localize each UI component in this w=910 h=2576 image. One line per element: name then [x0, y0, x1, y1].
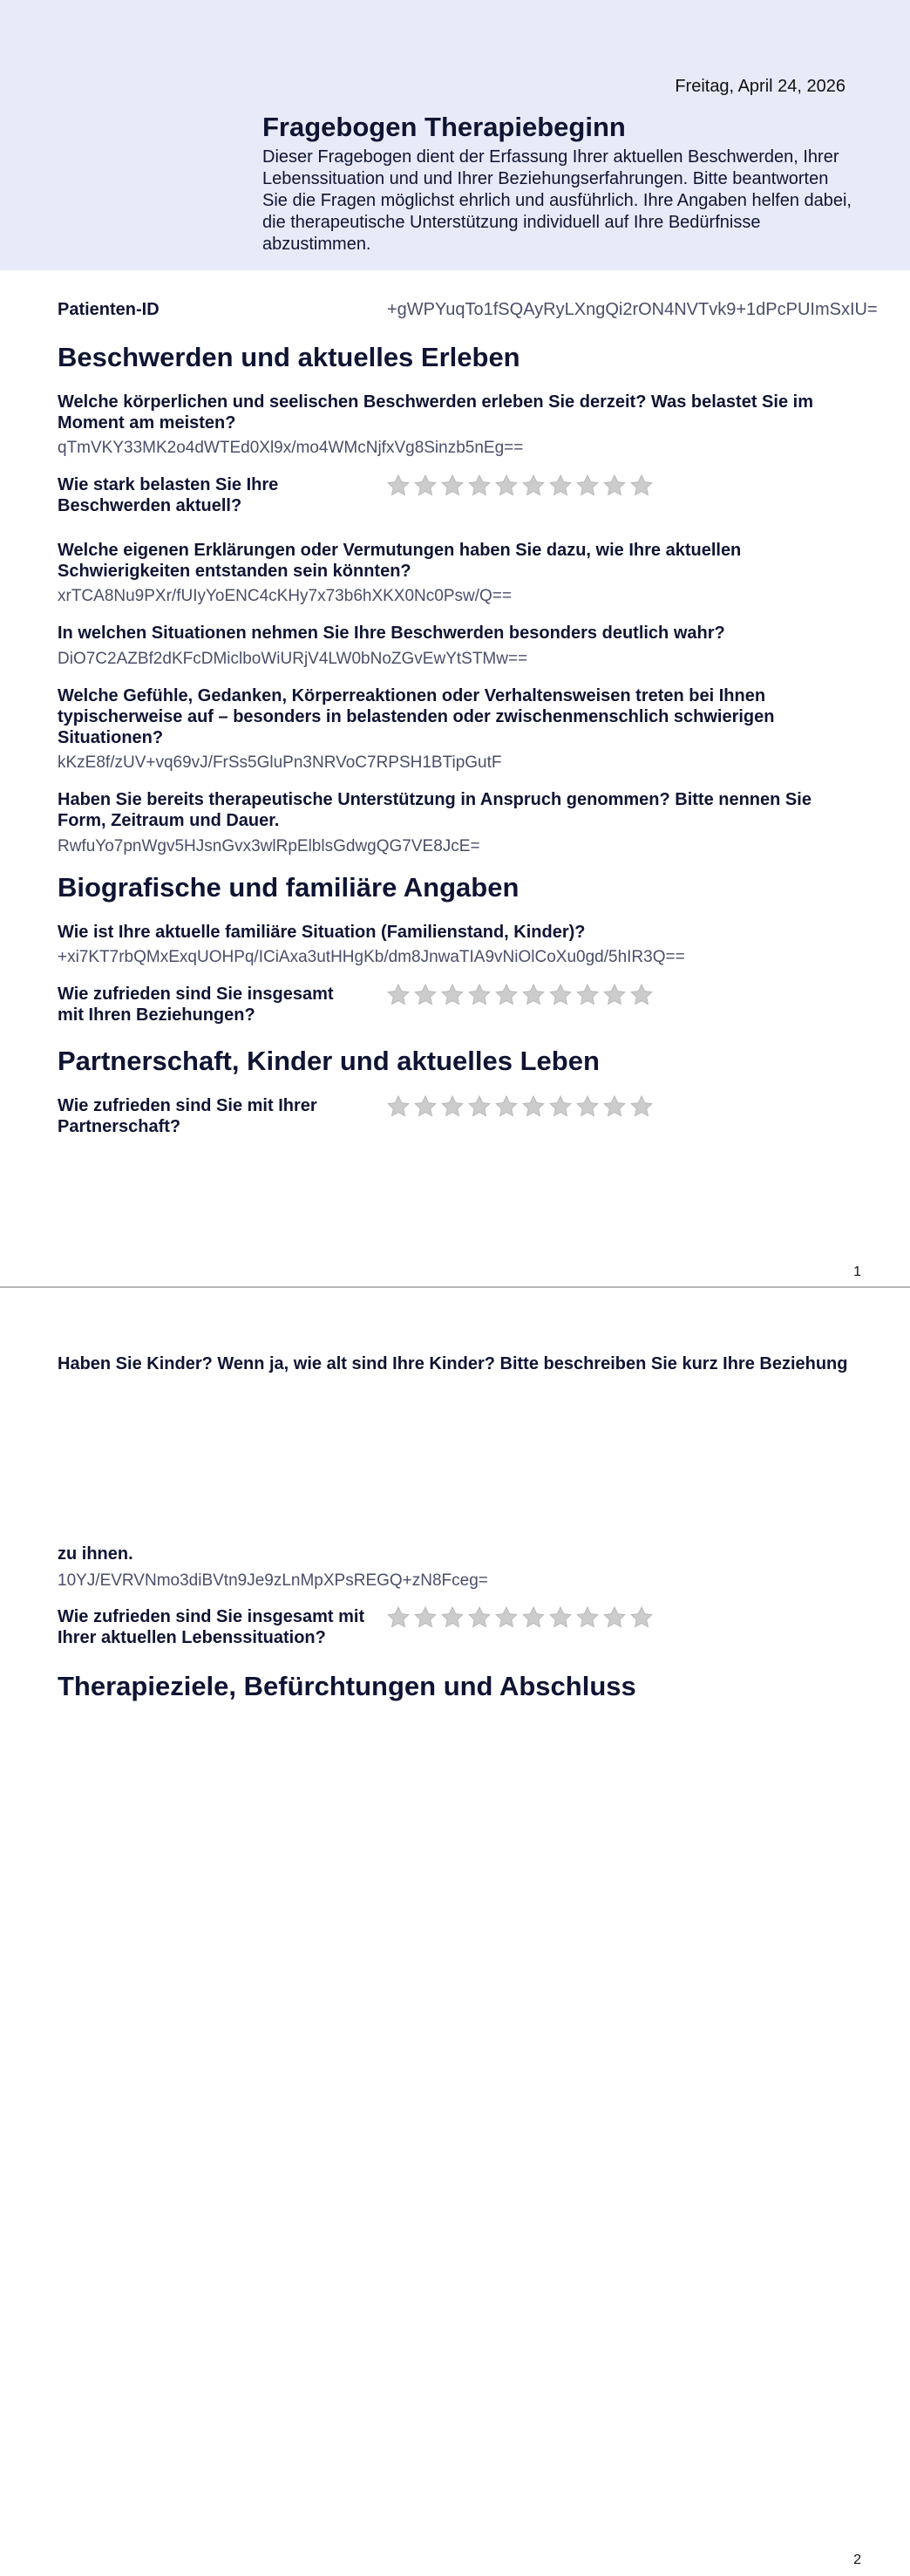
question-children-continued: zu ihnen.	[58, 1544, 133, 1564]
patient-id-label: Patienten-ID	[58, 300, 160, 319]
answer-children[interactable]: 10YJ/EVRVNmo3diBVtn9Je9zLnMpXPsREGQ+zN8Fceg=	[58, 1571, 488, 1590]
star-icon[interactable]	[575, 474, 600, 498]
rating-stars-relationships[interactable]	[386, 983, 654, 1007]
star-icon[interactable]	[467, 1605, 492, 1630]
star-icon[interactable]	[413, 1605, 438, 1630]
star-icon[interactable]	[386, 474, 411, 498]
star-icon[interactable]	[548, 474, 573, 498]
star-icon[interactable]	[494, 983, 519, 1007]
star-icon[interactable]	[575, 983, 600, 1007]
star-icon[interactable]	[440, 983, 465, 1007]
star-icon[interactable]	[521, 1094, 546, 1119]
page-title: Fragebogen Therapiebeginn	[262, 112, 626, 142]
star-icon[interactable]	[548, 1094, 573, 1119]
question-reactions: Welche Gefühle, Gedanken, Körperreaktionen oder Verhaltensweisen treten bei Ihnen typischerweise auf – besonders in belastenden oder zwischenmenschlich schwierigen Situationen?	[58, 686, 775, 747]
question-complaints: Welche körperlichen und seelischen Beschwerden erleben Sie derzeit? Was belastet Sie im Moment am meisten?	[58, 392, 813, 433]
rating-stars-partnership[interactable]	[386, 1094, 654, 1119]
answer-reactions[interactable]: kKzE8f/zUV+vq69vJ/FrSs5GluPn3NRVoC7RPSH1BTipGutF	[58, 753, 502, 772]
answer-complaints[interactable]: qTmVKY33MK2o4dWTEd0Xl9x/mo4WMcNjfxVg8Sinzb5nEg==	[58, 439, 524, 457]
rating-stars-burden[interactable]	[386, 474, 654, 498]
star-icon[interactable]	[629, 983, 654, 1007]
star-icon[interactable]	[575, 1605, 600, 1630]
star-icon[interactable]	[413, 1094, 438, 1119]
question-family-situation: Wie ist Ihre aktuelle familiäre Situation (Familienstand, Kinder)?	[58, 923, 586, 942]
question-explanations: Welche eigenen Erklärungen oder Vermutungen haben Sie dazu, wie Ihre aktuellen Schwierigkeiten entstanden sein könnten?	[58, 541, 742, 581]
star-icon[interactable]	[521, 474, 546, 498]
page-1	[0, 0, 910, 1286]
section-heading-complaints: Beschwerden und aktuelles Erleben	[58, 342, 520, 372]
star-icon[interactable]	[629, 1605, 654, 1630]
star-icon[interactable]	[440, 474, 465, 498]
section-heading-partnership: Partnerschaft, Kinder und aktuelles Leben	[58, 1046, 600, 1076]
intro-text: Dieser Fragebogen dient der Erfassung Ihrer aktuellen Beschwerden, Ihrer Lebenssituation und und Ihrer Beziehungserfahrungen. Bitte beantworten Sie die Fragen möglichst ehrlich und ausführlich. Ihre Angaben helfen dabei, die therapeutische Unterstützung individuell auf Ihre Bedürfnisse abzustimmen.	[262, 147, 852, 254]
star-icon[interactable]	[548, 1605, 573, 1630]
star-icon[interactable]	[521, 1605, 546, 1630]
star-icon[interactable]	[575, 1094, 600, 1119]
patient-id-value: +gWPYuqTo1fSQAyRyLXngQi2rON4NVTvk9+1dPcPUImSxIU=	[387, 300, 878, 319]
section-heading-goals: Therapieziele, Befürchtungen und Abschluss	[58, 1671, 636, 1701]
answer-explanations[interactable]: xrTCA8Nu9PXr/fUIyYoENC4cKHy7x73b6hXKX0Nc0Psw/Q==	[58, 587, 512, 605]
star-icon[interactable]	[467, 983, 492, 1007]
star-icon[interactable]	[386, 1094, 411, 1119]
star-icon[interactable]	[386, 983, 411, 1007]
question-situations: In welchen Situationen nehmen Sie Ihre Beschwerden besonders deutlich wahr?	[58, 624, 725, 643]
star-icon[interactable]	[629, 474, 654, 498]
rating-label-burden: Wie stark belasten Sie Ihre Beschwerden aktuell?	[58, 475, 279, 515]
star-icon[interactable]	[413, 983, 438, 1007]
answer-family-situation[interactable]: +xi7KT7rbQMxExqUOHPq/ICiAxa3utHHgKb/dm8JnwaTIA9vNiOlCoXu0gd/5hIR3Q==	[58, 948, 685, 966]
section-heading-biography: Biografische und familiäre Angaben	[58, 872, 520, 903]
star-icon[interactable]	[602, 1094, 627, 1119]
star-icon[interactable]	[548, 983, 573, 1007]
header-band	[0, 0, 910, 270]
page-number: 2	[853, 2552, 861, 2567]
rating-label-relationships: Wie zufrieden sind Sie insgesamt mit Ihren Beziehungen?	[58, 985, 334, 1025]
star-icon[interactable]	[602, 474, 627, 498]
star-icon[interactable]	[629, 1094, 654, 1119]
page-2	[0, 1288, 910, 2576]
star-icon[interactable]	[440, 1094, 465, 1119]
star-icon[interactable]	[413, 474, 438, 498]
answer-situations[interactable]: DiO7C2AZBf2dKFcDMiclboWiURjV4LW0bNoZGvEwYtSTMw==	[58, 650, 528, 668]
star-icon[interactable]	[602, 983, 627, 1007]
star-icon[interactable]	[467, 1094, 492, 1119]
header-date: Freitag, April 24, 2026	[675, 77, 845, 96]
star-icon[interactable]	[440, 1605, 465, 1630]
star-icon[interactable]	[386, 1605, 411, 1630]
answer-prior-therapy[interactable]: RwfuYo7pnWgv5HJsnGvx3wlRpElblsGdwgQG7VE8JcE=	[58, 837, 480, 855]
star-icon[interactable]	[521, 983, 546, 1007]
star-icon[interactable]	[494, 1094, 519, 1119]
star-icon[interactable]	[494, 1605, 519, 1630]
page-number: 1	[853, 1264, 861, 1279]
rating-stars-life-situation[interactable]	[386, 1605, 654, 1630]
star-icon[interactable]	[602, 1605, 627, 1630]
question-children: Haben Sie Kinder? Wenn ja, wie alt sind Ihre Kinder? Bitte beschreiben Sie kurz Ihre Beziehung	[58, 1354, 848, 1373]
star-icon[interactable]	[467, 474, 492, 498]
rating-label-life-situation: Wie zufrieden sind Sie insgesamt mit Ihrer aktuellen Lebenssituation?	[58, 1607, 365, 1647]
rating-label-partnership: Wie zufrieden sind Sie mit Ihrer Partnerschaft?	[58, 1096, 317, 1136]
star-icon[interactable]	[494, 474, 519, 498]
question-prior-therapy: Haben Sie bereits therapeutische Unterstützung in Anspruch genommen? Bitte nennen Sie Form, Zeitraum und Dauer.	[58, 790, 812, 830]
